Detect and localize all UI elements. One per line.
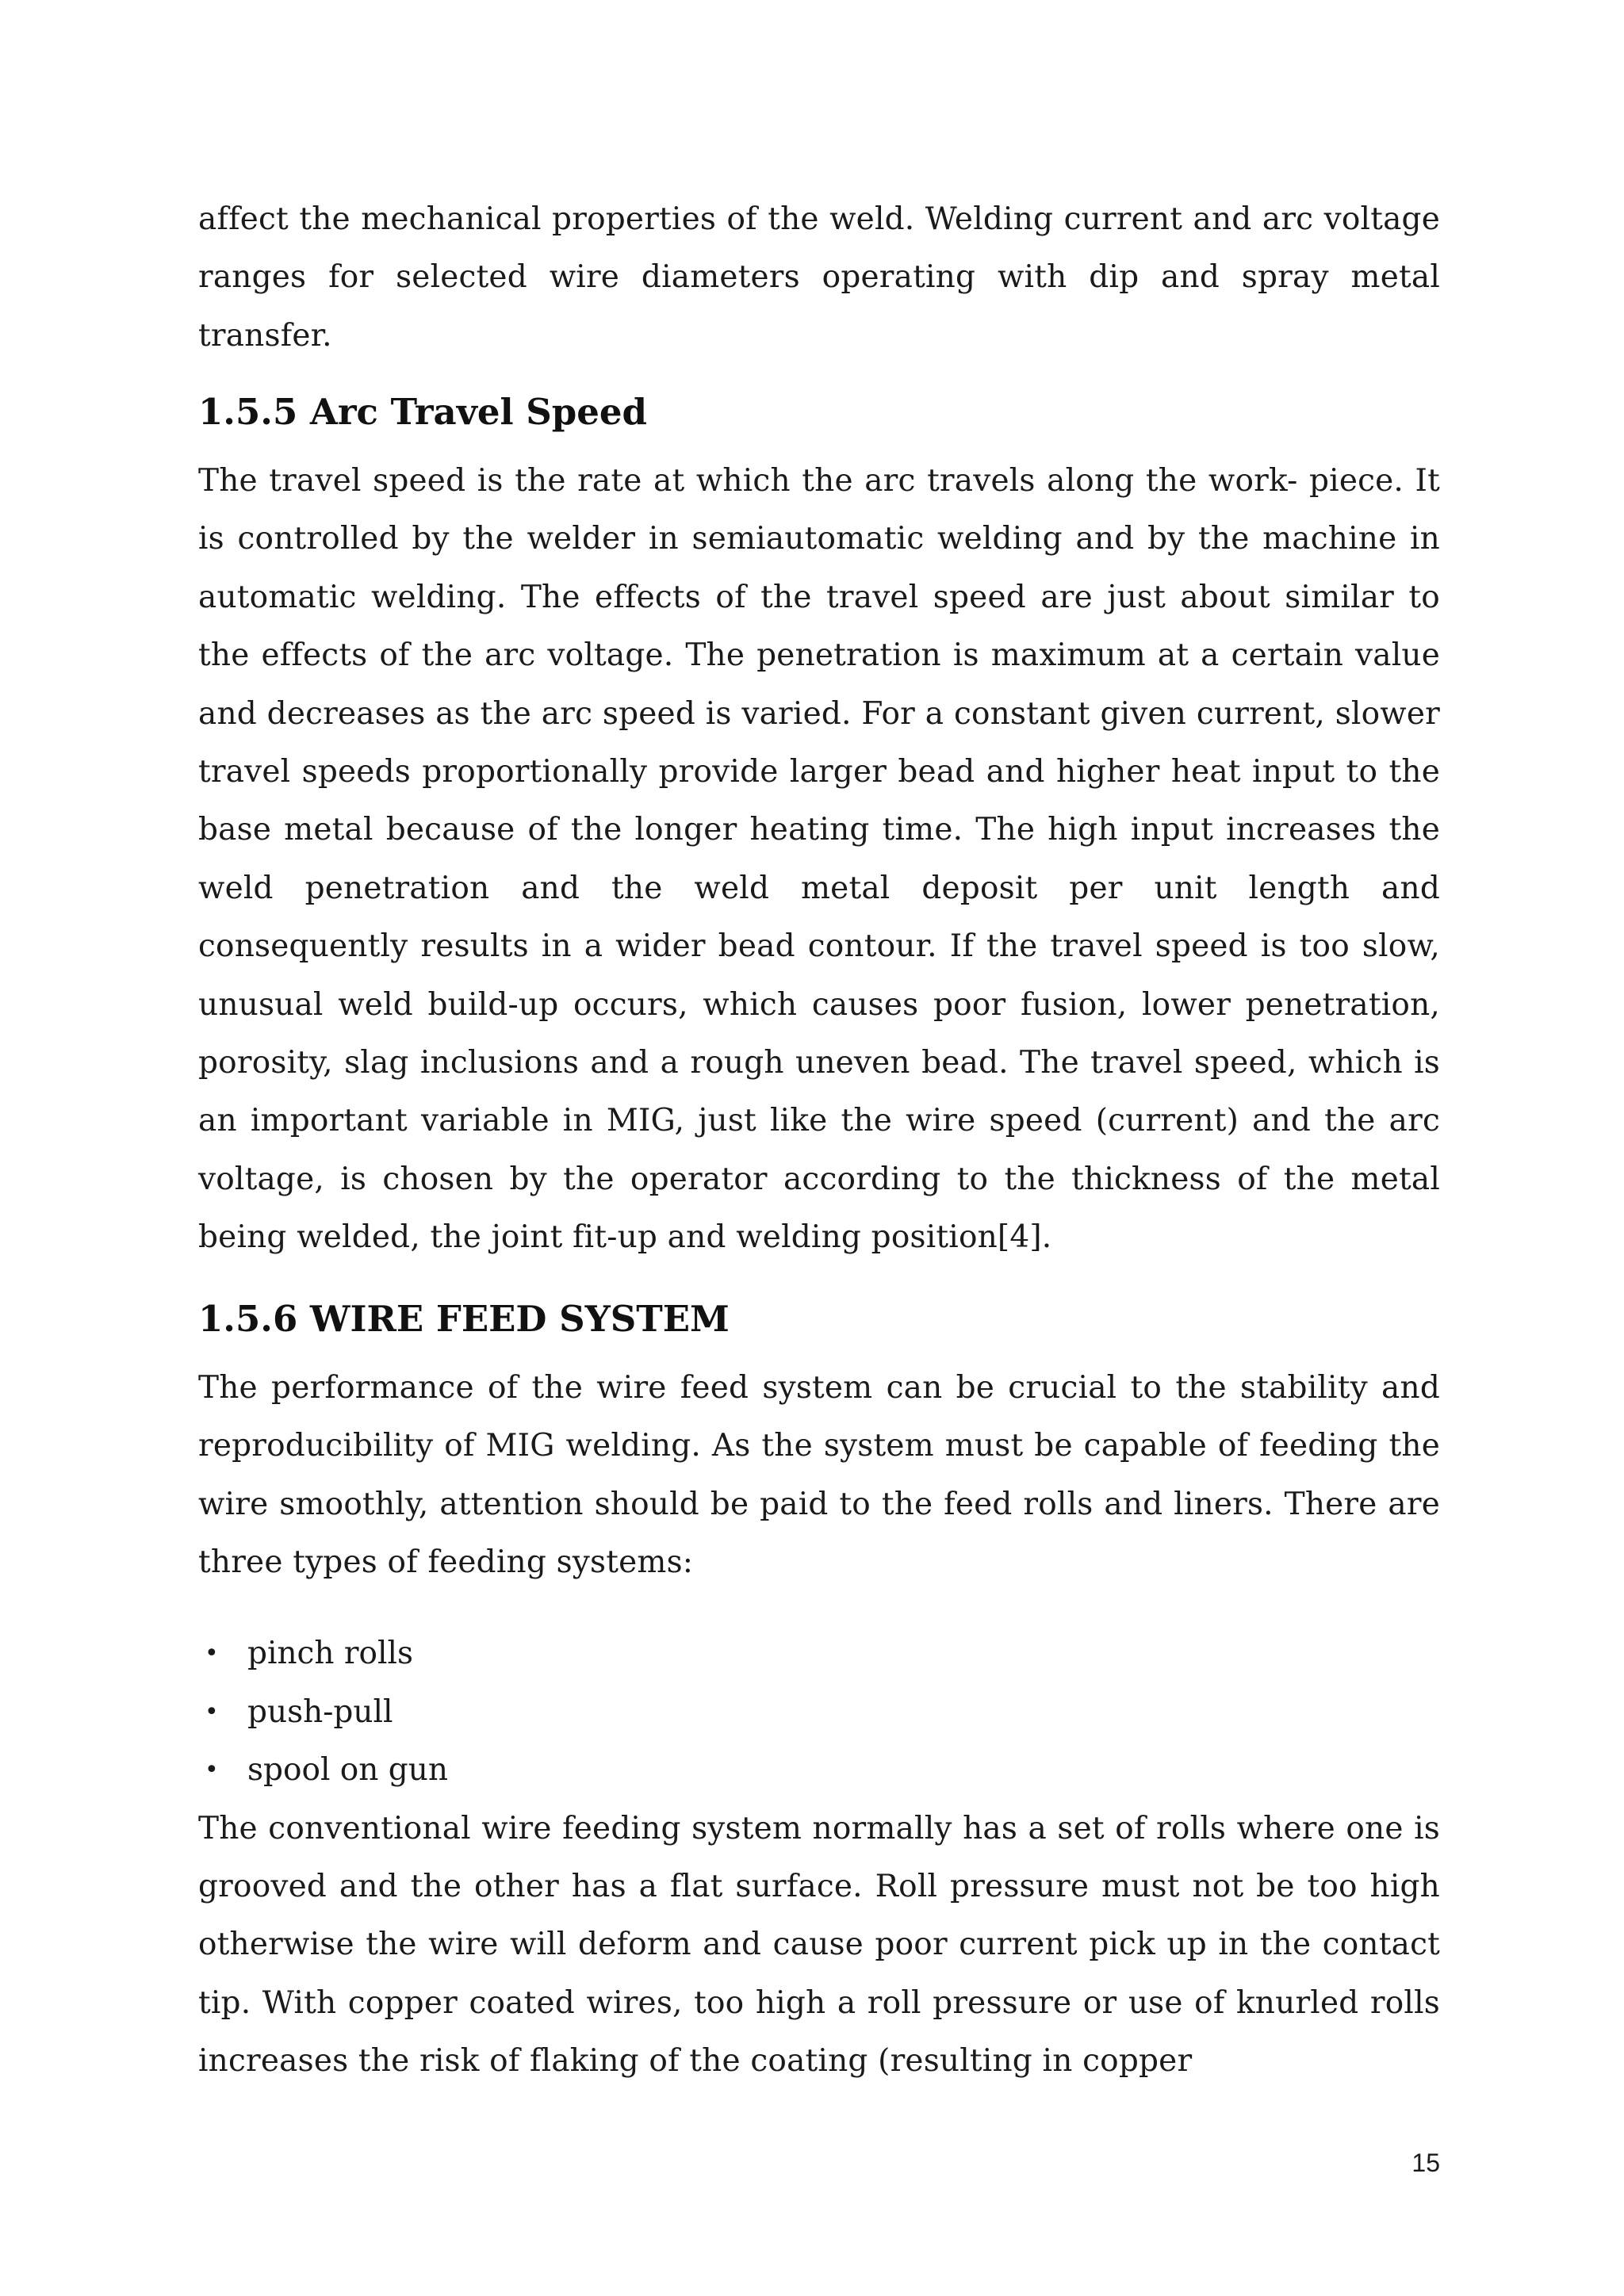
bullet-icon: • <box>205 1697 219 1726</box>
list-item-text: pinch rolls <box>247 1636 413 1672</box>
document-page <box>198 190 1440 2091</box>
list-item <box>198 1741 1440 1799</box>
list-item <box>198 1624 1440 1682</box>
page-number: 15 <box>1411 2149 1440 2177</box>
list-item-text: spool on gun <box>247 1752 449 1789</box>
intro-paragraph: affect the mechanical properties of the weld. Welding current and arc voltage ranges for selected wire diameters operating with dip and spray metal transfer. <box>198 201 1440 354</box>
bullet-icon: • <box>205 1756 219 1785</box>
section-heading-arc-travel-speed: 1.5.5 Arc Travel Speed <box>198 391 647 433</box>
wire-feed-system-paragraph: The performance of the wire feed system can be crucial to the stability and reproducibility of MIG welding. As the system must be capable of feeding the wire smoothly, attention should be paid to the feed rolls and liners. There are three types of feeding systems: <box>198 1369 1440 1580</box>
feeding-systems-list <box>198 1624 1440 1799</box>
list-item <box>198 1683 1440 1741</box>
wire-feeding-rolls-paragraph: The conventional wire feeding system normally has a set of rolls where one is grooved and the other has a flat surface. Roll pressure must not be too high otherwise the wire will deform and cause poor current pick up in the contact tip. With copper coated wires, too high a roll pressure or use of knurled rolls increases the risk of flaking of the coating (resulting in copper <box>198 1810 1440 2080</box>
bullet-icon: • <box>205 1640 219 1668</box>
section-heading-wire-feed-system: 1.5.6 WIRE FEED SYSTEM <box>198 1297 730 1340</box>
list-item-text: push-pull <box>247 1693 393 1730</box>
arc-travel-speed-paragraph: The travel speed is the rate at which the arc travels along the work- piece. It is controlled by the welder in semiautomatic welding and by the machine in automatic welding. The effects of the travel speed are just about similar to the effects of the arc voltage. The penetration is maximum at a certain value and decreases as the arc speed is varied. For a constant given current, slower travel speeds proportionally provide larger bead and higher heat input to the base metal because of the longer heating time. The high input increases the weld penetration and the weld metal deposit per unit length and consequently results in a wider bead contour. If the travel speed is too slow, unusual weld build-up occurs, which causes poor fusion, lower penetration, porosity, slag inclusions and a rough uneven bead. The travel speed, which is an important variable in MIG, just like the wire speed (current) and the arc voltage, is chosen by the operator according to the thickness of the metal being welded, the joint fit-up and welding position[4]. <box>198 463 1440 1256</box>
